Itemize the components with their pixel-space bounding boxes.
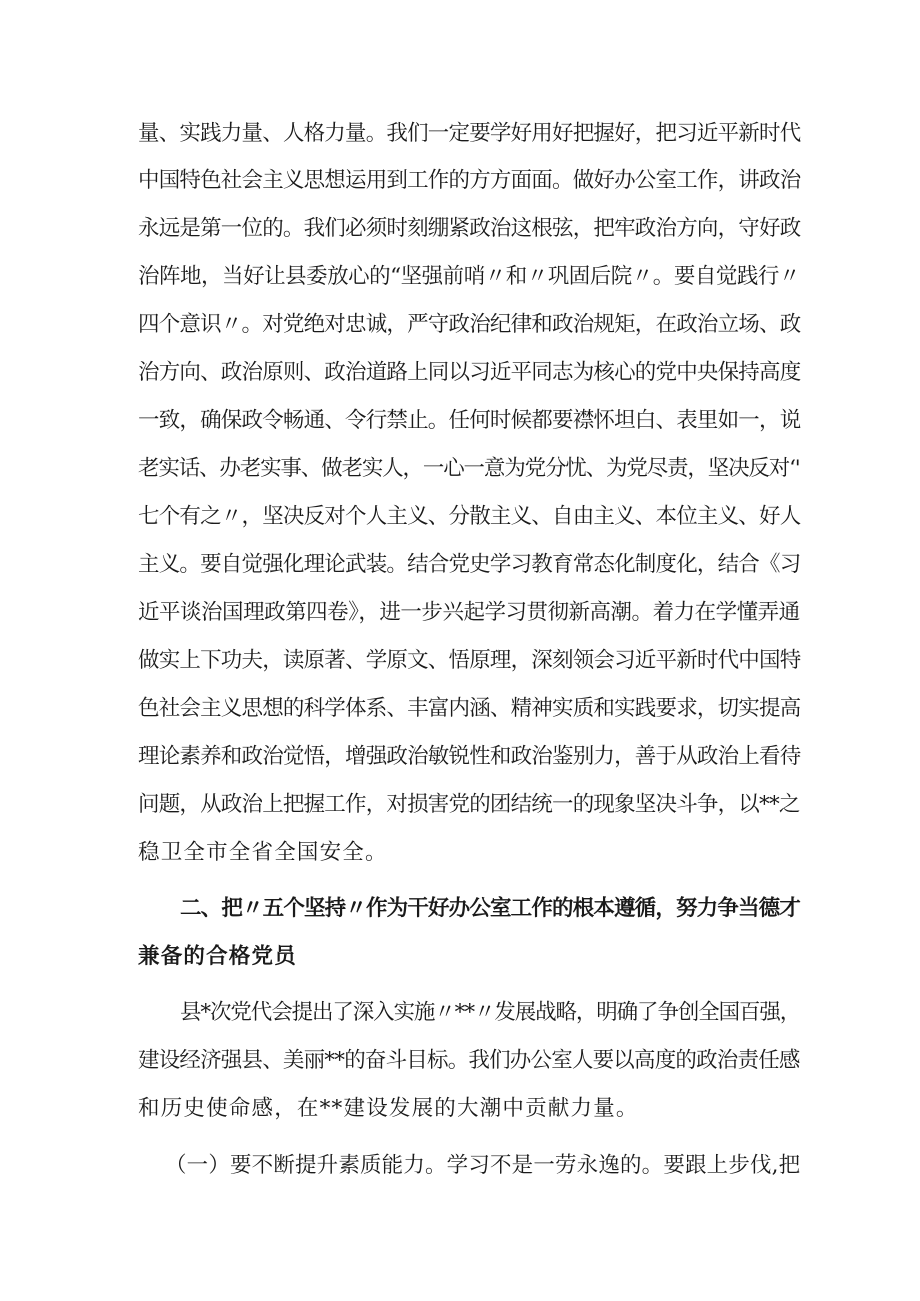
section-heading-line-2: 兼备的合格党员 [138, 944, 297, 969]
paragraph-1-line-7: 一致，确保政令畅通、令行禁止。任何时候都要襟怀坦白、表里如一，说 [138, 408, 801, 433]
paragraph-1-line-16: 稳卫全市全省全国安全。 [138, 840, 388, 865]
paragraph-2-line-3: 和历史使命感，在**建设发展的大潮中贡献力量。 [138, 1096, 639, 1121]
paragraph-1-line-2: 中国特色社会主义思想运用到工作的方方面面。做好办公室工作，讲政治 [138, 168, 801, 193]
paragraph-1-line-9: 七个有之〃，坚决反对个人主义、分散主义、自由主义、本位主义、好人 [138, 504, 801, 529]
paragraph-1-line-13: 色社会主义思想的科学体系、丰富内涵、精神实质和实践要求，切实提高 [138, 696, 801, 721]
paragraph-1-line-1: 量、实践力量、人格力量。我们一定要学好用好把握好，把习近平新时代 [138, 121, 801, 146]
section-heading-line-1: 二、把〃五个坚持〃作为干好办公室工作的根本遵循，努力争当德才 [180, 896, 801, 921]
paragraph-1-line-8: 老实话、办老实事、做老实人，一心一意为党分忧、为党尽责，坚决反对‘' [138, 456, 800, 481]
paragraph-2-line-1: 县*次党代会提出了深入实施〃**〃发展战略，明确了争创全国百强， [180, 1000, 801, 1025]
paragraph-2-line-2: 建设经济强县、美丽**的奋斗目标。我们办公室人要以高度的政治责任感 [138, 1048, 800, 1073]
paragraph-1-line-10: 主义。要自觉强化理论武装。结合党史学习教育常态化制度化，结合《习 [138, 552, 801, 577]
paragraph-1-line-5: 四个意识〃。对党绝对忠诚，严守政治纪律和政治规矩，在政治立场、政 [138, 312, 801, 337]
paragraph-1-line-4: 治阵地，当好让县委放心的“坚强前哨〃和〃巩固后院〃。要自觉践行〃 [138, 264, 800, 289]
paragraph-1-line-11: 近平谈治国理政第四卷》，进一步兴起学习贯彻新高潮。着力在学懂弄通 [138, 600, 800, 625]
paragraph-1-line-14: 理论素养和政治觉悟，增强政治敏锐性和政治鉴别力，善于从政治上看待 [138, 744, 801, 769]
paragraph-1-line-12: 做实上下功夫，读原著、学原文、悟原理，深刻领会习近平新时代中国特 [138, 648, 801, 673]
paragraph-3-line-1: （一）要不断提升素质能力。学习不是一劳永逸的。要跟上步伐,把 [165, 1153, 801, 1178]
paragraph-1-line-6: 治方向、政治原则、政治道路上同以习近平同志为核心的党中央保持高度 [138, 360, 801, 385]
paragraph-1-line-15: 问题，从政治上把握工作，对损害党的团结统一的现象坚决斗争，以**之 [138, 792, 800, 817]
paragraph-1-line-3: 永远是第一位的。我们必须时刻绷紧政治这根弦，把牢政治方向，守好政 [138, 216, 801, 241]
